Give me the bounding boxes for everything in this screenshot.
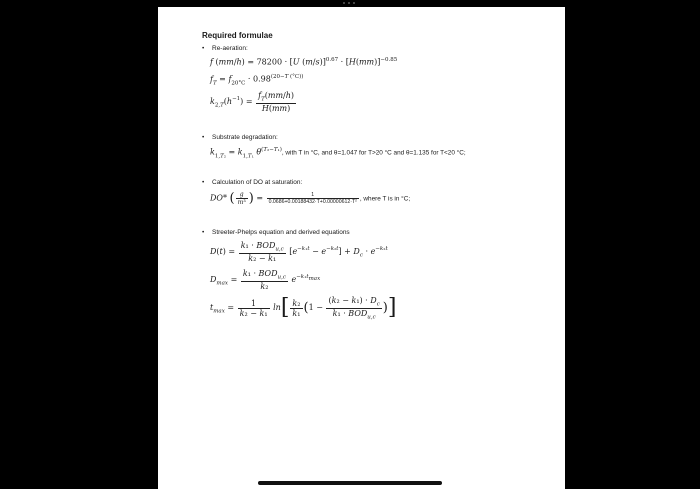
- do-denominator: 0.0686+0.00188432·T+0.00000612·T²: [268, 199, 357, 205]
- formula-dmax: $D_{max}$ = $\frac{k_1 \cdot BOD_{u,c}}{\text{k₂}}$ $e^{-k_1t_{max}}$: [210, 269, 321, 291]
- window-dots: [343, 2, 355, 4]
- formula-temperature-correction: $f_T = f_{20^\circ C} \cdot 0.98^{(20-T (^\circ C))}$: [210, 74, 304, 87]
- do-numerator: 1: [311, 192, 315, 198]
- page-title: Required formulae: [202, 31, 273, 40]
- formula-k2: $k_{2,T}(h^{-1})$ = $\frac{f_T(mm/h)}{H(mm)}$: [210, 91, 295, 113]
- home-indicator[interactable]: [258, 481, 442, 485]
- formula-do-saturation: DO* ( $\frac{g}{\text{m³}}$ ) = $\frac{1}{\text{0.0686+0.00188432·T+0.00000612·T²}}$ , where T is in °C;: [210, 191, 411, 206]
- section-label: Streeter-Phelps equation and derived equations: [212, 229, 350, 236]
- document-page: [158, 7, 565, 489]
- substrate-note: , with T in °C, and θ=1.047 for T>20 °C and θ=1.135 for T<20 °C;: [281, 149, 466, 157]
- formula-deficit-dt: D(t) = $\frac{k_1 \cdot BOD_{u,c}}{\text{k₂ − k₁}}$ $[e^{-k_1t} - e^{-k_2t}] + D_c \cdot e^{-k_2t}$: [210, 241, 388, 263]
- section-label: Re-aeration:: [212, 45, 248, 52]
- formula-k1-temperature: $k_{1,T_2} = k_{1,T_1}$ $\theta^{(T_2-T_1)}$, with T in °C, and θ=1.047 for T>20 °C and θ=1.135 for T<20 °C;: [210, 147, 466, 160]
- section-label: Substrate degradation:: [212, 134, 278, 141]
- section-label: Calculation of DO at saturation:: [212, 179, 303, 186]
- formula-tmax: $t_{max}$ = $\frac{1}{\text{k₂ − k₁}}$ ln[ $\frac{\text{k₂}}{\text{k₁}}$ (1 − $\frac{(k_2 - k_1) \cdot D_c}{k_1 \cdot BOD_{u,c}}$ )]: [210, 295, 397, 321]
- do-note: , where T is in °C;: [359, 195, 411, 203]
- formula-reaeration-f: f (mm/h) = 78200 · [U $(m/s)]^{0.67} \cdot [H(mm)]^{-0.85}$: [210, 57, 398, 67]
